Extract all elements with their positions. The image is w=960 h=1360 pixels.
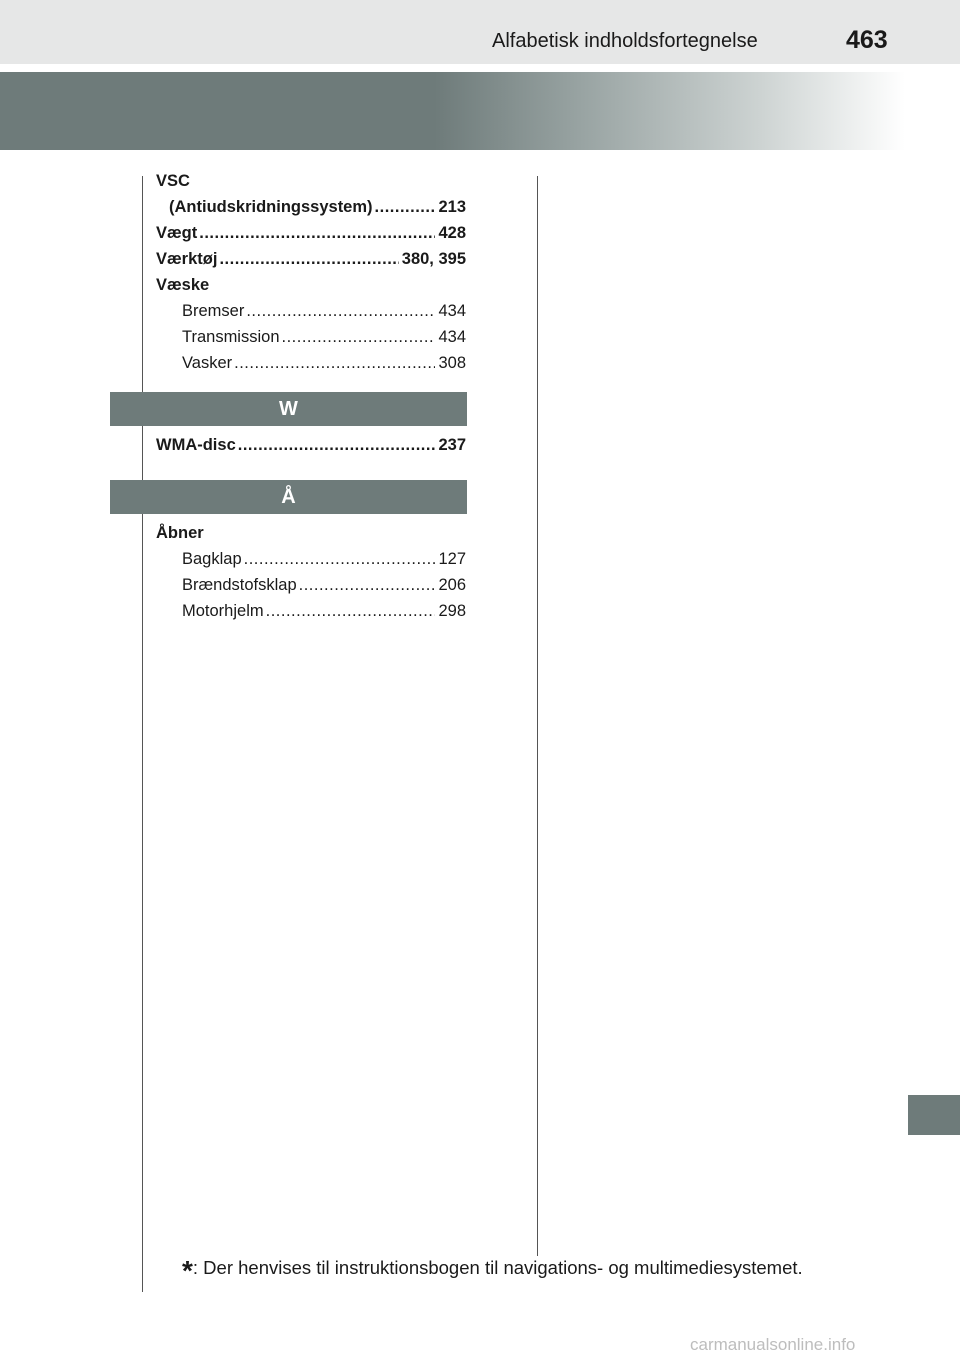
dot-leader xyxy=(199,220,435,246)
column-divider-left xyxy=(142,176,143,1292)
column-divider-middle xyxy=(537,176,538,1256)
dot-leader xyxy=(299,572,436,598)
dot-leader xyxy=(219,246,398,272)
index-entry xyxy=(156,598,466,624)
index-entry xyxy=(156,272,466,298)
entry-term: Motorhjelm xyxy=(182,602,264,620)
entry-term: Brændstofsklap xyxy=(182,576,297,594)
index-group-aa xyxy=(156,520,466,624)
entry-page: 213 xyxy=(438,198,466,216)
section-letter: W xyxy=(279,397,298,420)
footnote xyxy=(182,1255,803,1287)
entry-term: Vasker xyxy=(182,354,233,372)
dot-leader xyxy=(282,324,436,350)
entry-term: Åbner xyxy=(156,524,204,542)
dot-leader xyxy=(375,194,436,220)
index-entry xyxy=(156,194,466,220)
entry-page: 308 xyxy=(438,354,466,372)
page-number: 463 xyxy=(846,26,888,54)
entry-term: Væske xyxy=(156,276,210,294)
section-letter: Å xyxy=(281,485,296,508)
entry-term: Bremser xyxy=(182,302,245,320)
index-entry xyxy=(156,246,466,272)
entry-term: VSC xyxy=(156,172,190,190)
index-entry xyxy=(156,168,466,194)
entry-term: (Antiudskridningssystem) xyxy=(169,198,373,216)
section-header-aa xyxy=(110,480,467,514)
entry-page: 434 xyxy=(438,302,466,320)
entry-page: 127 xyxy=(438,550,466,568)
index-entry xyxy=(156,546,466,572)
section-header-w xyxy=(110,392,467,426)
index-entry xyxy=(156,520,466,546)
entry-page: 206 xyxy=(438,576,466,594)
index-entry xyxy=(156,220,466,246)
entry-term: Vægt xyxy=(156,224,198,242)
page-header xyxy=(0,0,960,64)
chapter-tab xyxy=(908,1095,960,1135)
index-entry xyxy=(156,298,466,324)
entry-page: 428 xyxy=(438,224,466,242)
page-title: Alfabetisk indholdsfortegnelse xyxy=(492,30,758,52)
watermark: carmanualsonline.info xyxy=(690,1335,856,1354)
index-entry xyxy=(156,350,466,376)
footnote-marker: * xyxy=(182,1255,193,1286)
entry-page: 434 xyxy=(438,328,466,346)
dot-leader xyxy=(246,298,435,324)
entry-page: 380, 395 xyxy=(401,250,466,268)
entry-page: 237 xyxy=(438,436,466,454)
dot-leader xyxy=(234,350,435,376)
entry-term: Værktøj xyxy=(156,250,218,268)
header-banner xyxy=(0,72,905,150)
index-group-v xyxy=(156,168,466,376)
index-entry xyxy=(156,572,466,598)
dot-leader xyxy=(244,546,436,572)
index-entry xyxy=(156,324,466,350)
index-group-w xyxy=(156,432,466,458)
entry-term: Bagklap xyxy=(182,550,242,568)
index-column xyxy=(156,168,466,624)
entry-term: Transmission xyxy=(182,328,280,346)
entry-page: 298 xyxy=(438,602,466,620)
dot-leader xyxy=(238,432,436,458)
entry-term: WMA-disc xyxy=(156,436,236,454)
index-entry xyxy=(156,432,466,458)
footnote-text: : Der henvises til instruktionsbogen til navigations- og multimediesystemet. xyxy=(192,1257,803,1278)
dot-leader xyxy=(266,598,436,624)
